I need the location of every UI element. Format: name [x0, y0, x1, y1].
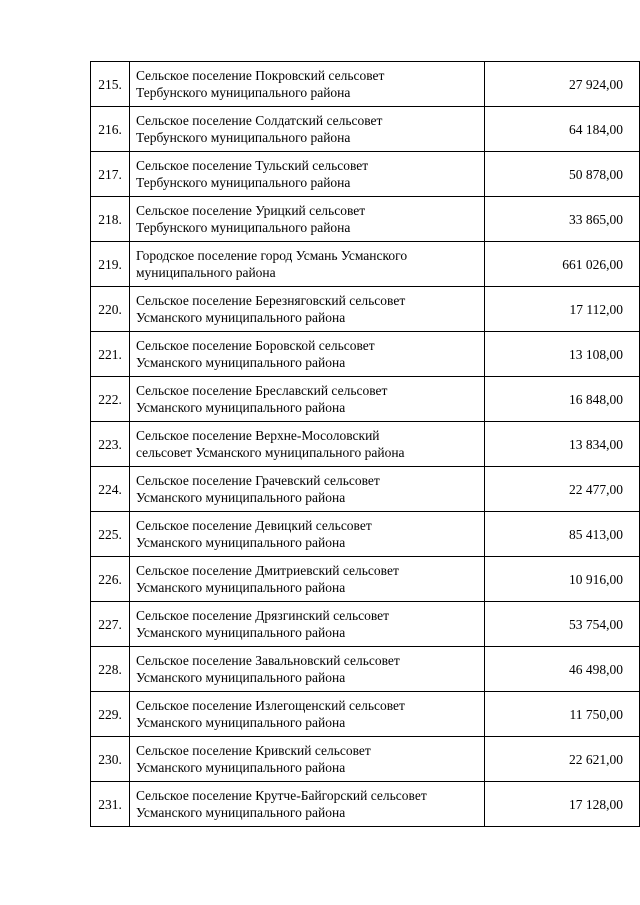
row-number: 215.	[91, 62, 130, 107]
settlement-name-line2: Усманского муниципального района	[136, 580, 346, 595]
settlement-name	[130, 332, 485, 377]
table-row	[91, 197, 640, 242]
row-number: 217.	[91, 152, 130, 197]
amount: 17 128,00	[485, 782, 640, 827]
settlement-name	[130, 62, 485, 107]
settlement-name-line1: Сельское поселение Крутче-Байгорский сельсовет	[136, 788, 427, 803]
row-number: 227.	[91, 602, 130, 647]
table-row	[91, 332, 640, 377]
settlement-name-line1: Сельское поселение Кривский сельсовет	[136, 743, 371, 758]
settlement-name	[130, 467, 485, 512]
allocation-table	[90, 61, 640, 827]
row-number: 225.	[91, 512, 130, 557]
row-number: 228.	[91, 647, 130, 692]
amount: 50 878,00	[485, 152, 640, 197]
settlement-name-line2: Усманского муниципального района	[136, 670, 346, 685]
settlement-name	[130, 602, 485, 647]
row-number: 218.	[91, 197, 130, 242]
table-row	[91, 647, 640, 692]
row-number: 222.	[91, 377, 130, 422]
table-row	[91, 737, 640, 782]
table-row	[91, 422, 640, 467]
settlement-name-line1: Сельское поселение Березняговский сельсовет	[136, 293, 406, 308]
row-number: 231.	[91, 782, 130, 827]
amount: 22 477,00	[485, 467, 640, 512]
amount: 22 621,00	[485, 737, 640, 782]
settlement-name-line1: Сельское поселение Тульский сельсовет	[136, 158, 369, 173]
settlement-name-line1: Сельское поселение Урицкий сельсовет	[136, 203, 366, 218]
settlement-name	[130, 152, 485, 197]
settlement-name-line2: Усманского муниципального района	[136, 535, 346, 550]
settlement-name-line1: Сельское поселение Солдатский сельсовет	[136, 113, 383, 128]
settlement-name-line2: Усманского муниципального района	[136, 355, 346, 370]
amount: 46 498,00	[485, 647, 640, 692]
settlement-name	[130, 557, 485, 602]
amount: 16 848,00	[485, 377, 640, 422]
settlement-name-line1: Городское поселение город Усмань Усманского	[136, 248, 408, 263]
settlement-name	[130, 647, 485, 692]
table-row	[91, 782, 640, 827]
table-row	[91, 242, 640, 287]
table-row	[91, 62, 640, 107]
settlement-name-line1: Сельское поселение Дмитриевский сельсовет	[136, 563, 399, 578]
settlement-name	[130, 737, 485, 782]
settlement-name-line2: Усманского муниципального района	[136, 715, 346, 730]
amount: 27 924,00	[485, 62, 640, 107]
settlement-name	[130, 692, 485, 737]
settlement-name-line1: Сельское поселение Излегощенский сельсовет	[136, 698, 405, 713]
settlement-name-line2: Усманского муниципального района	[136, 805, 346, 820]
settlement-name-line1: Сельское поселение Бреславский сельсовет	[136, 383, 388, 398]
settlement-name	[130, 512, 485, 557]
amount: 661 026,00	[485, 242, 640, 287]
settlement-name-line2: Тербунского муниципального района	[136, 85, 351, 100]
table-body	[91, 62, 640, 827]
row-number: 230.	[91, 737, 130, 782]
table-row	[91, 287, 640, 332]
settlement-name-line2: муниципального района	[136, 265, 276, 280]
row-number: 221.	[91, 332, 130, 377]
table-row	[91, 602, 640, 647]
amount: 64 184,00	[485, 107, 640, 152]
table-row	[91, 152, 640, 197]
settlement-name-line2: Усманского муниципального района	[136, 760, 346, 775]
settlement-name-line2: Усманского муниципального района	[136, 310, 346, 325]
settlement-name-line2: Тербунского муниципального района	[136, 130, 351, 145]
settlement-name-line2: Тербунского муниципального района	[136, 220, 351, 235]
table-row	[91, 467, 640, 512]
row-number: 220.	[91, 287, 130, 332]
amount: 85 413,00	[485, 512, 640, 557]
amount: 10 916,00	[485, 557, 640, 602]
settlement-name	[130, 242, 485, 287]
amount: 11 750,00	[485, 692, 640, 737]
amount: 17 112,00	[485, 287, 640, 332]
table-row	[91, 692, 640, 737]
row-number: 226.	[91, 557, 130, 602]
settlement-name-line1: Сельское поселение Покровский сельсовет	[136, 68, 385, 83]
amount: 13 834,00	[485, 422, 640, 467]
table-row	[91, 512, 640, 557]
table-row	[91, 107, 640, 152]
amount: 33 865,00	[485, 197, 640, 242]
row-number: 216.	[91, 107, 130, 152]
settlement-name-line2: Усманского муниципального района	[136, 490, 346, 505]
settlement-name-line1: Сельское поселение Боровской сельсовет	[136, 338, 375, 353]
settlement-name-line1: Сельское поселение Завальновский сельсовет	[136, 653, 400, 668]
settlement-name-line2: Усманского муниципального района	[136, 400, 346, 415]
settlement-name	[130, 377, 485, 422]
row-number: 224.	[91, 467, 130, 512]
settlement-name	[130, 197, 485, 242]
row-number: 219.	[91, 242, 130, 287]
settlement-name	[130, 782, 485, 827]
table-row	[91, 377, 640, 422]
settlement-name	[130, 422, 485, 467]
settlement-name-line1: Сельское поселение Девицкий сельсовет	[136, 518, 372, 533]
row-number: 229.	[91, 692, 130, 737]
settlement-name-line1: Сельское поселение Грачевский сельсовет	[136, 473, 380, 488]
settlement-name-line2: Тербунского муниципального района	[136, 175, 351, 190]
amount: 13 108,00	[485, 332, 640, 377]
settlement-name-line2: сельсовет Усманского муниципального района	[136, 445, 405, 460]
row-number: 223.	[91, 422, 130, 467]
table-row	[91, 557, 640, 602]
amount: 53 754,00	[485, 602, 640, 647]
settlement-name	[130, 107, 485, 152]
settlement-name-line2: Усманского муниципального района	[136, 625, 346, 640]
settlement-name-line1: Сельское поселение Дрязгинский сельсовет	[136, 608, 390, 623]
settlement-name	[130, 287, 485, 332]
settlement-name-line1: Сельское поселение Верхне-Мосоловский	[136, 428, 380, 443]
